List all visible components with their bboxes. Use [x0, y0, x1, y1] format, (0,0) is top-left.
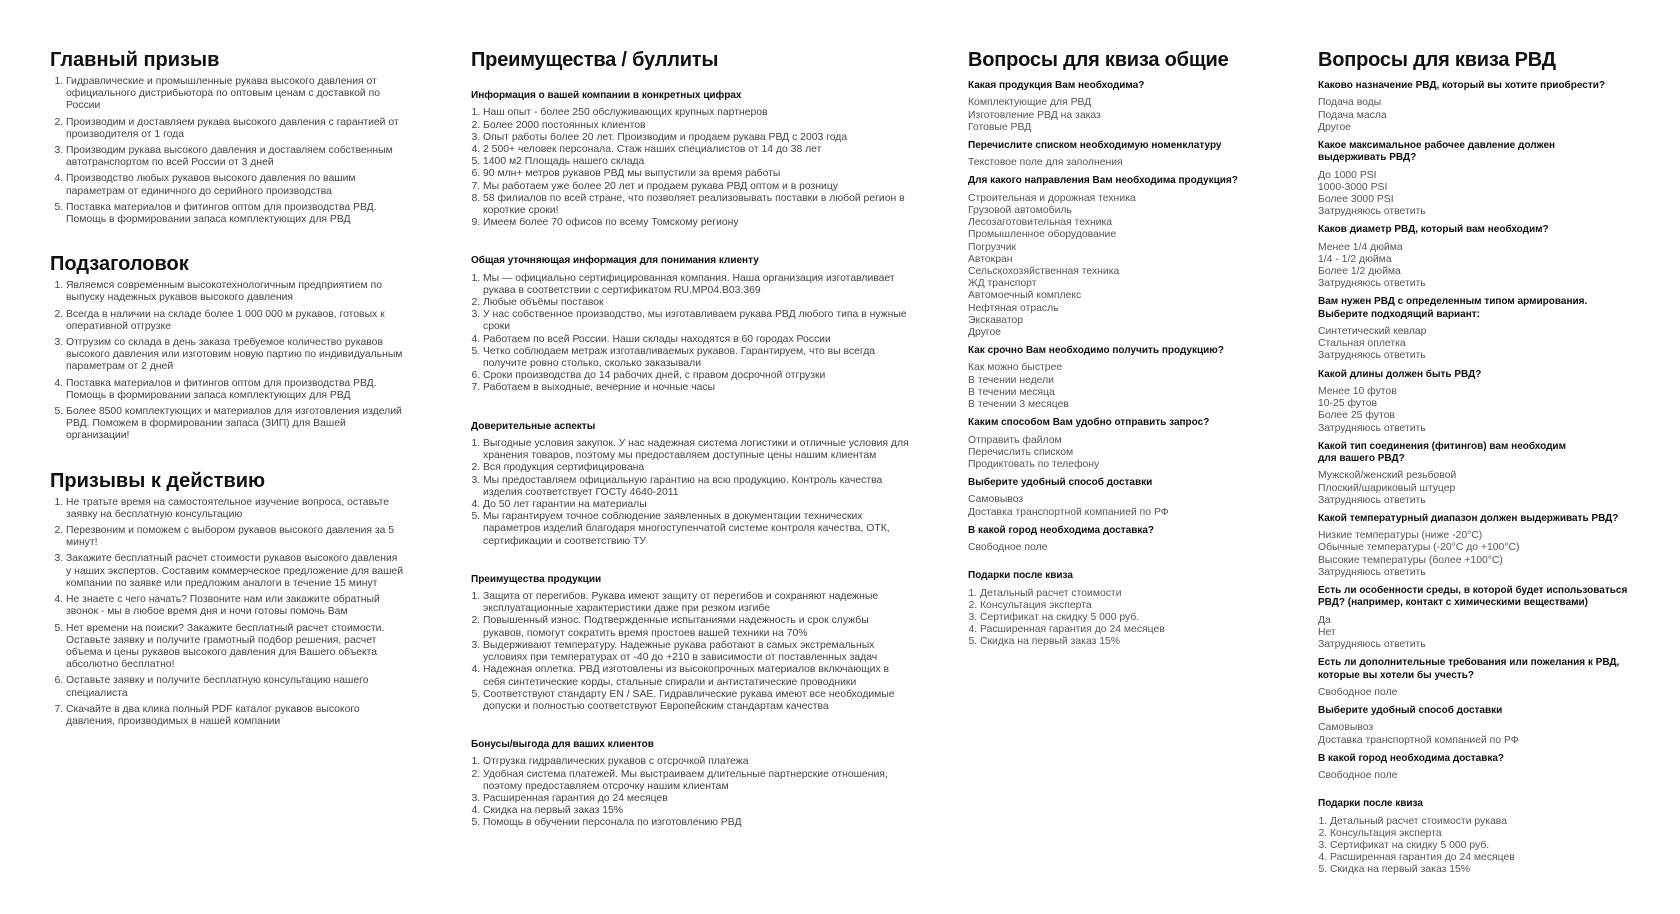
section-subheading: Какая продукция Вам необходима? [968, 80, 1145, 91]
section [968, 175, 1268, 339]
answer-list [1318, 386, 1648, 435]
section [1318, 705, 1648, 747]
list-item: 5. Соответствуют стандарту EN / SAE. Гидравлические рукава имеют все необходимые допуски и полностью соответствуют Европейским стандартам качества [483, 689, 911, 713]
list-item: Промышленное оборудование [968, 229, 1117, 241]
section [1318, 513, 1648, 579]
list-item: 4. Скидка на первый заказ 15% [483, 805, 911, 817]
section-subheading: Выберите удобный способ доставки [1318, 705, 1503, 717]
list-item: 1/4 - 1/2 дюйма [1318, 253, 1392, 265]
section-subheading: Выберите удобный способ доставки [968, 477, 1153, 489]
answer-list [1318, 242, 1648, 291]
list-item: 2. Перезвоним и поможем с выбором рукавов высокого давления за 5 минут! [66, 525, 405, 549]
list-item: 1. Детальный расчет стоимости рукава [1330, 816, 1648, 828]
section [50, 252, 405, 442]
list-item: Самовывоз [968, 494, 1024, 506]
list-item: 7. Работаем в выходные, вечерние и ночные часы [483, 382, 911, 394]
answer-list [968, 435, 1268, 472]
section-heading: Призывы к действию [50, 469, 266, 492]
section [1318, 80, 1648, 134]
list-item: 5. Четко соблюдаем метраж изготавливаемых рукавов. Гарантируем, что вы всегда получите ровно столько, сколько заказывали [483, 346, 911, 370]
section [1318, 753, 1648, 783]
answer-list [1318, 722, 1648, 746]
list-item: Более 3000 PSI [1318, 193, 1394, 205]
section [471, 739, 911, 830]
answer-list [1318, 97, 1648, 134]
answer-list [1318, 770, 1648, 782]
list-item: 5. Поставка материалов и фитингов оптом для производства РВД. Помощь в формировании запаса комплектующих для РВД [66, 202, 405, 226]
section [50, 469, 405, 728]
section [968, 417, 1268, 471]
section-subheading: Как срочно Вам необходимо получить продукцию? [968, 345, 1224, 357]
section [471, 90, 911, 229]
section [968, 477, 1268, 519]
list-item: 5. Мы гарантируем точное соблюдение заявленных в документации технических параметров изделий благодаря многоступенчатой системе контроля качества, ОТК, сертификации и соответствию ТУ [483, 511, 911, 548]
section [50, 48, 405, 226]
section [1318, 296, 1648, 362]
section-subheading: Каким способом Вам удобно отправить запрос? [968, 417, 1210, 429]
list-item: 4. Работаем по всей России. Наши склады находятся в 60 городах России [483, 334, 911, 346]
section-subheading: Подарки после квиза [1318, 798, 1423, 810]
list-item: 10-25 футов [1318, 398, 1378, 410]
list-item: 1. Являемся современным высокотехнологичным предприятием по выпуску надежных рукавов высокого давления [66, 280, 405, 304]
numbered-list [471, 756, 911, 829]
section-subheading: Какой температурный диапазон должен выдерживать РВД? [1318, 512, 1619, 524]
list-item: 8. 58 филиалов по всей стране, что позволяет реализовывать поставки в любой регион в короткие сроки! [483, 193, 911, 217]
list-item: 2. Любые объёмы поставок [483, 297, 911, 309]
answer-list [968, 494, 1268, 518]
column-main-calls [50, 48, 405, 754]
list-item: Затрудняюсь ответить [1318, 350, 1426, 362]
section-subheading: Есть ли особенности среды, в которой будет использоваться РВД? (например, контакт с химическими веществами) [1318, 585, 1628, 609]
list-item: 4. До 50 лет гарантии на материалы [483, 499, 911, 511]
column-title: Вопросы для квиза РВД [1318, 49, 1556, 71]
section-subheading: Общая уточняющая информация для понимания клиенту [471, 255, 759, 267]
list-item: 6. Оставьте заявку и получите бесплатную консультацию нашего специалиста [66, 675, 405, 699]
list-item: Свободное поле [1318, 686, 1398, 698]
list-item: Свободное поле [1318, 770, 1398, 782]
section-subheading: Подарки после квиза [968, 570, 1073, 582]
list-item: 6. 90 млн+ метров рукавов РВД мы выпустили за время работы [483, 168, 911, 180]
list-item: Обычные температуры (-20°C до +100°C) [1318, 542, 1520, 554]
answer-list [968, 362, 1268, 411]
list-item: 5. Помощь в обучении персонала по изготовлению РВД [483, 817, 911, 829]
list-item: 5. Скидка на первый заказ 15% [980, 636, 1268, 648]
list-item: Свободное поле [968, 542, 1048, 554]
list-item: 2. Производим и доставляем рукава высокого давления с гарантией от производителя от 1 года [66, 117, 405, 141]
section [1318, 798, 1648, 876]
answer-list [1318, 470, 1648, 507]
section [1318, 585, 1648, 651]
section-subheading: В какой город необходима доставка? [1318, 752, 1505, 764]
answer-list [1318, 170, 1648, 219]
list-item: 7. Скачайте в два клика полный PDF каталог рукавов высокого давления, производимых в нашей компании [66, 704, 405, 728]
list-item: Изготовление РВД на заказ [968, 109, 1101, 121]
list-item: 5. Нет времени на поиски? Закажите бесплатный расчет стоимости. Оставьте заявку и получите грамотный подбор решения, расчет объема и цены рукавов высокого давления для Вашего объекта абсолютно бесплатно! [66, 623, 405, 672]
list-item: 3. Мы предоставляем официальную гарантию на всю продукцию. Контроль качества изделия соответствует ГОСТу 4640-2011 [483, 475, 911, 499]
list-item: Стальная оплетка [1318, 338, 1406, 350]
answer-list [1318, 615, 1648, 652]
list-item: Сельскохозяйственная техника [968, 265, 1120, 277]
answer-list [968, 157, 1268, 169]
list-item: Синтетический кевлар [1318, 326, 1427, 338]
column-quiz-general [968, 48, 1268, 655]
list-item: Плоский/шариковый штуцер [1318, 482, 1456, 494]
list-item: Более 1/2 дюйма [1318, 266, 1401, 278]
list-item: Лесозаготовительная техника [968, 217, 1113, 229]
list-item: 3. Выдерживают температуру. Надежные рукава работают в самых экстремальных условиях при температурах от -40 до +210 в зависимости от поставленных задач [483, 640, 911, 664]
section [968, 140, 1268, 170]
list-item: В течении недели [968, 374, 1054, 386]
list-item: Менее 10 футов [1318, 385, 1397, 397]
column-advantages [471, 48, 911, 856]
list-item: Затрудняюсь ответить [1318, 422, 1426, 434]
section [1318, 657, 1648, 699]
numbered-list [50, 497, 405, 728]
list-item: В течении 3 месяцев [968, 399, 1069, 411]
section-subheading: Какой тип соединения (фитингов) вам необходим для вашего РВД? [1318, 440, 1566, 465]
list-item: 1. Не тратьте время на самостоятельное изучение вопроса, оставьте заявку на бесплатную консультацию [66, 497, 405, 521]
section-subheading: Какой длины должен быть РВД? [1318, 368, 1482, 380]
list-item: 1. Защита от перегибов. Рукава имеют защиту от перегибов и сохраняют надежные эксплуатационные характеристики даже при резком изгибе [483, 591, 911, 615]
list-item: Менее 1/4 дюйма [1318, 241, 1403, 253]
list-item: 2. Более 2000 постоянных клиентов [483, 120, 911, 132]
list-item: 3. Сертификат на скидку 5 000 руб. [980, 612, 1268, 624]
list-item: Высокие температуры (более +100°C) [1318, 554, 1503, 566]
list-item: Доставка транспортной компанией по РФ [1318, 734, 1519, 746]
numbered-list [968, 588, 1268, 649]
section [471, 421, 911, 548]
list-item: 3. Сертификат на скидку 5 000 руб. [1330, 840, 1648, 852]
list-item: 4. Производство любых рукавов высокого давления по вашим параметрам от единичного до серийного производства [66, 173, 405, 197]
list-item: Нефтяная отрасль [968, 302, 1059, 314]
list-item: 1. Выгодные условия закупок. У нас надежная система логистики и отличные условия для хранения товаров, поэтому мы предоставляем доступные цены нашим клиентам [483, 438, 911, 462]
list-item: Грузовой автомобиль [968, 204, 1072, 216]
list-item: Готовые РВД [968, 121, 1032, 133]
list-item: 3. У нас собственное производство, мы изготавливаем рукава РВД любого типа в нужные сроки [483, 309, 911, 333]
list-item: 3. Опыт работы более 20 лет. Производим и продаем рукава РВД с 2003 года [483, 132, 911, 144]
section-subheading: Каково назначение РВД, который вы хотите приобрести? [1318, 80, 1605, 91]
list-item: Комплектующие для РВД [968, 97, 1092, 109]
list-item: ЖД транспорт [968, 278, 1037, 290]
section-subheading: Каков диаметр РВД, который вам необходим? [1318, 224, 1549, 236]
list-item: 1. Наш опыт - более 250 обслуживающих крупных партнеров [483, 107, 911, 119]
list-item: 1000-3000 PSI [1318, 181, 1388, 193]
section [1318, 140, 1648, 218]
section-subheading: В какой город необходима доставка? [968, 524, 1155, 536]
answer-list [1318, 687, 1648, 699]
list-item: Автокран [968, 253, 1013, 265]
list-item: Другое [1318, 121, 1352, 133]
answer-list [968, 97, 1268, 134]
numbered-list [471, 273, 911, 395]
section-subheading: Информация о вашей компании в конкретных цифрах [471, 90, 742, 101]
section [968, 525, 1268, 555]
list-item: Подача масла [1318, 109, 1387, 121]
answer-list [968, 542, 1268, 554]
list-item: Мужской/женский резьбовой [1318, 470, 1457, 482]
list-item: 4. Расширенная гарантия до 24 месяцев [1330, 852, 1648, 864]
list-item: 4. 2 500+ человек персонала. Стаж наших специалистов от 14 до 38 лет [483, 144, 911, 156]
list-item: 2. Вся продукция сертифицирована [483, 462, 911, 474]
list-item: Затрудняюсь ответить [1318, 278, 1426, 290]
section [968, 80, 1268, 134]
section-subheading: Бонусы/выгода для ваших клиентов [471, 739, 654, 751]
list-item: Автомоечный комплекс [968, 290, 1082, 302]
list-item: 3. Производим рукава высокого давления и доставляем собственным автотранспортом по всей России от 3 дней [66, 145, 405, 169]
list-item: До 1000 PSI [1318, 169, 1377, 181]
list-item: Погрузчик [968, 241, 1017, 253]
numbered-list [50, 280, 405, 442]
list-item: 3. Расширенная гарантия до 24 месяцев [483, 793, 911, 805]
list-item: Строительная и дорожная техника [968, 192, 1136, 204]
answer-list [968, 193, 1268, 339]
section [1318, 369, 1648, 435]
list-item: 1. Мы — официально сертифицированная компания. Наша организация изготавливает рукава в соответствии с сертификатом RU.MP04.B03.369 [483, 273, 911, 297]
list-item: Как можно быстрее [968, 362, 1063, 374]
answer-list [1318, 530, 1648, 579]
section [471, 255, 911, 394]
list-item: Текстовое поле для заполнения [968, 157, 1123, 169]
list-item: Низкие температуры (ниже -20°C) [1318, 530, 1483, 542]
list-item: 9. Имеем более 70 офисов по всему Томскому региону [483, 217, 911, 229]
list-item: Подача воды [1318, 97, 1382, 109]
list-item: Затрудняюсь ответить [1318, 639, 1426, 651]
list-item: Затрудняюсь ответить [1318, 566, 1426, 578]
section [471, 574, 911, 713]
section-subheading: Вам нужен РВД с определенным типом армирования. Выберите подходящий вариант: [1318, 296, 1588, 320]
list-item: Затрудняюсь ответить [1318, 206, 1426, 218]
section-subheading: Преимущества продукции [471, 573, 602, 585]
list-item: 5. Скидка на первый заказ 15% [1330, 864, 1648, 876]
numbered-list [1318, 816, 1648, 877]
numbered-list [471, 107, 911, 229]
section [968, 570, 1268, 648]
list-item: Самовывоз [1318, 722, 1374, 734]
section-subheading: Доверительные аспекты [471, 420, 596, 432]
list-item: 2. Повышенный износ. Подтвержденные испытаниями надежность и срок службы рукавов, помогут сократить время простоев вашей техники на 70% [483, 615, 911, 639]
numbered-list [50, 76, 405, 226]
list-item: 1. Гидравлические и промышленные рукава высокого давления от официального дистрибьютора по оптовым ценам с доставкой по России [66, 76, 405, 113]
list-item: 7. Мы работаем уже более 20 лет и продаем рукава РВД оптом и в розницу [483, 181, 911, 193]
list-item: 1. Детальный расчет стоимости [980, 588, 1268, 600]
list-item: 5. Более 8500 комплектующих и материалов для изготовления изделий РВД. Поможем в формировании запаса (ЗИП) для Вашей организации! [66, 406, 405, 443]
list-item: Экскаватор [968, 314, 1024, 326]
list-item: Более 25 футов [1318, 410, 1395, 422]
section [1318, 224, 1648, 290]
column-quiz-rvd [1318, 48, 1648, 883]
list-item: 4. Не знаете с чего начать? Позвоните нам или закажите обратный звонок - мы в любое время дня и ночи готовы помочь Вам [66, 594, 405, 618]
section-subheading: Для какого направления Вам необходима продукция? [968, 175, 1238, 187]
list-item: 1. Отгрузка гидравлических рукавов с отсрочкой платежа [483, 756, 911, 768]
list-item: Продиктовать по телефону [968, 458, 1100, 470]
list-item: 4. Расширенная гарантия до 24 месяцев [980, 624, 1268, 636]
list-item: Доставка транспортной компанией по РФ [968, 506, 1169, 518]
list-item: Перечислить списком [968, 446, 1074, 458]
list-item: Затрудняюсь ответить [1318, 494, 1426, 506]
column-title: Преимущества / буллиты [471, 49, 719, 71]
numbered-list [471, 591, 911, 713]
section [1318, 441, 1648, 507]
list-item: 2. Консультация эксперта [1330, 828, 1648, 840]
list-item: 4. Поставка материалов и фитингов оптом для производства РВД. Помощь в формировании запаса комплектующих для РВД [66, 378, 405, 402]
section-subheading: Какое максимальное рабочее давление должен выдерживать РВД? [1318, 139, 1556, 164]
list-item: 3. Отгрузим со склада в день заказа требуемое количество рукавов высокого давления или изготовим новую партию по индивидуальным параметрам от 2 дней [66, 337, 405, 374]
column-title: Вопросы для квиза общие [968, 49, 1229, 71]
list-item: 6. Сроки производства до 14 рабочих дней, с правом досрочной отгрузки [483, 370, 911, 382]
section-subheading: Есть ли дополнительные требования или пожелания к РВД, которые вы хотели бы учесть? [1318, 657, 1620, 681]
list-item: В течении месяца [968, 386, 1055, 398]
list-item: 2. Удобная система платежей. Мы выстраиваем длительные партнерские отношения, поэтому предоставляем отсрочку нашим клиентам [483, 769, 911, 793]
list-item: 2. Консультация эксперта [980, 600, 1268, 612]
list-item: Нет [1318, 626, 1336, 638]
section-heading: Главный призыв [50, 49, 220, 71]
list-item: 3. Закажите бесплатный расчет стоимости рукавов высокого давления у наших экспертов. Составим коммерческое предложение для вашей компании по заявке или предложим аналоги в течение 15 минут [66, 553, 405, 590]
section-heading: Подзаголовок [50, 253, 189, 276]
list-item: 2. Всегда в наличии на складе более 1 000 000 м рукавов, готовых к оперативной отгрузке [66, 309, 405, 333]
section-subheading: Перечислите списком необходимую номенклатуру [968, 139, 1222, 151]
numbered-list [471, 438, 911, 548]
section [968, 345, 1268, 411]
list-item: Другое [968, 326, 1002, 338]
answer-list [1318, 326, 1648, 363]
list-item: Отправить файлом [968, 434, 1062, 446]
list-item: 5. 1400 м2 Площадь нашего склада [483, 156, 911, 168]
list-item: 4. Надежная оплетка. РВД изготовлены из высокопрочных материалов включающих в себя синтетические корды, стальные спирали и антистатические проводники [483, 664, 911, 688]
list-item: Да [1318, 614, 1331, 626]
